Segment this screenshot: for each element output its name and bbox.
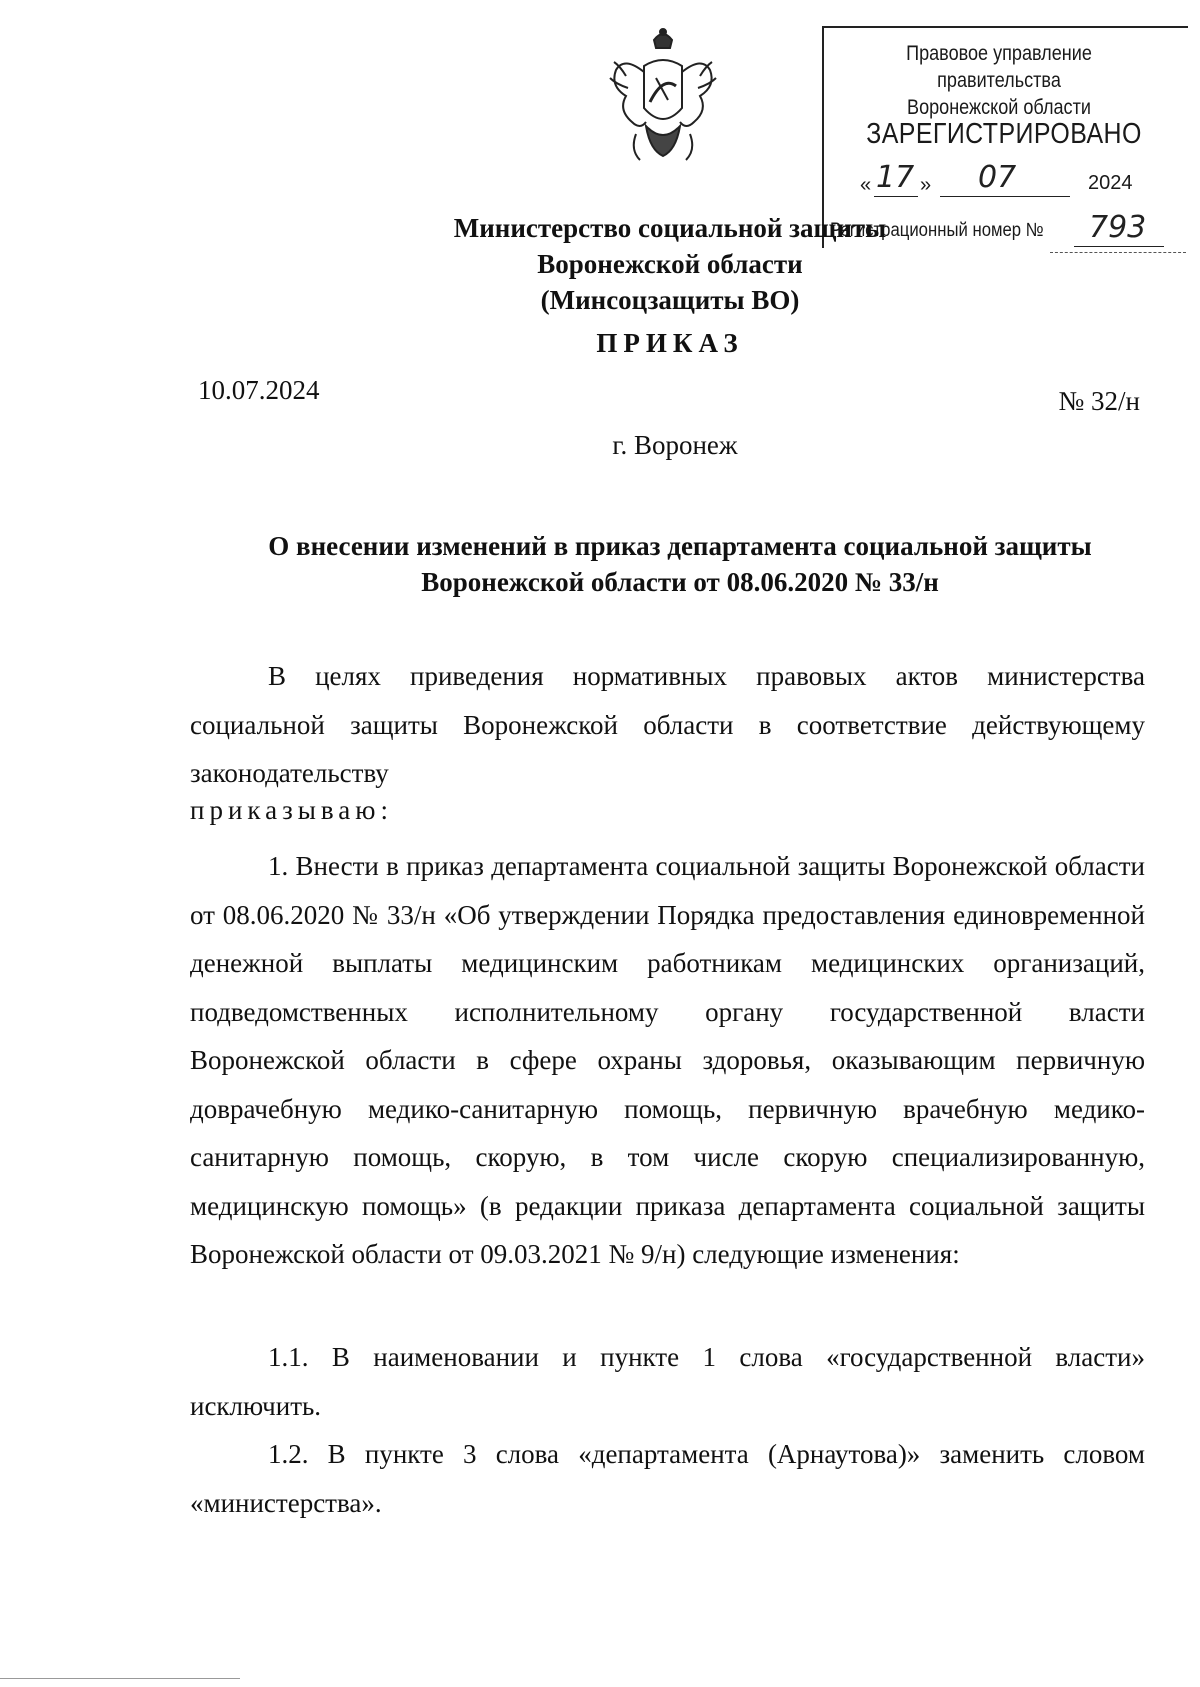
item-1-1-paragraph: 1.1. В наименовании и пункте 1 слова «государственной власти» исключить.: [190, 1342, 1145, 1421]
stamp-date-day: 17: [876, 160, 915, 195]
item-1-paragraph: 1. Внести в приказ департамента социальной защиты Воронежской области от 08.06.2020 № 33/н «Об утверждении Порядка предоставления единовременной денежной выплаты медицинским работникам медицинских организаций, подведомственных исполнительному органу государственной власти Воронежской области в сфере охраны здоровья, оказывающим первичную доврачебную медико-санитарную помощь, первичную врачебную медико-санитарную помощь, скорую, в том числе скорую специализированную, медицинскую помощь» (в редакции приказа департамента социальной защиты Воронежской области от 09.03.2021 № 9/н) следующие изменения:: [190, 851, 1145, 1269]
order-subject: О внесении изменений в приказ департамента социальной защиты Воронежской области от 08.06.2020 № 33/н: [268, 531, 1092, 597]
order-title: ПРИКАЗ: [596, 328, 744, 358]
preamble-paragraph: В целях приведения нормативных правовых актов министерства социальной защиты Воронежской области в соответствие действующему законодательству: [190, 661, 1145, 788]
stamp-edge-line: [1050, 252, 1186, 253]
stamp-organization: Правовое управление правительства Воронежской области: [906, 42, 1092, 119]
stamp-reg-number: 793: [1089, 210, 1147, 245]
coat-of-arms-icon: [606, 26, 720, 166]
stamp-reg-number-label: Регистрационный номер №: [830, 220, 1044, 241]
scan-edge-line: [0, 1678, 240, 1679]
stamp-registered-label: ЗАРЕГИСТРИРОВАНО: [866, 118, 1142, 150]
stamp-date: « 17 » 07 2024: [860, 160, 1133, 196]
stamp-date-month: 07: [978, 160, 1017, 195]
stamp-date-year: 2024: [1088, 172, 1133, 194]
order-number: № 32/н: [1058, 386, 1140, 416]
item-1-2-paragraph: 1.2. В пункте 3 слова «департамента (Арнаутова)» заменить словом «министерства».: [190, 1439, 1145, 1518]
order-date: 10.07.2024: [198, 375, 320, 405]
ministry-name: Министерство социальной защиты Воронежской области (Минсоцзащиты ВО): [453, 213, 887, 315]
order-city: г. Воронеж: [612, 430, 738, 460]
order-word: приказываю:: [190, 795, 393, 825]
